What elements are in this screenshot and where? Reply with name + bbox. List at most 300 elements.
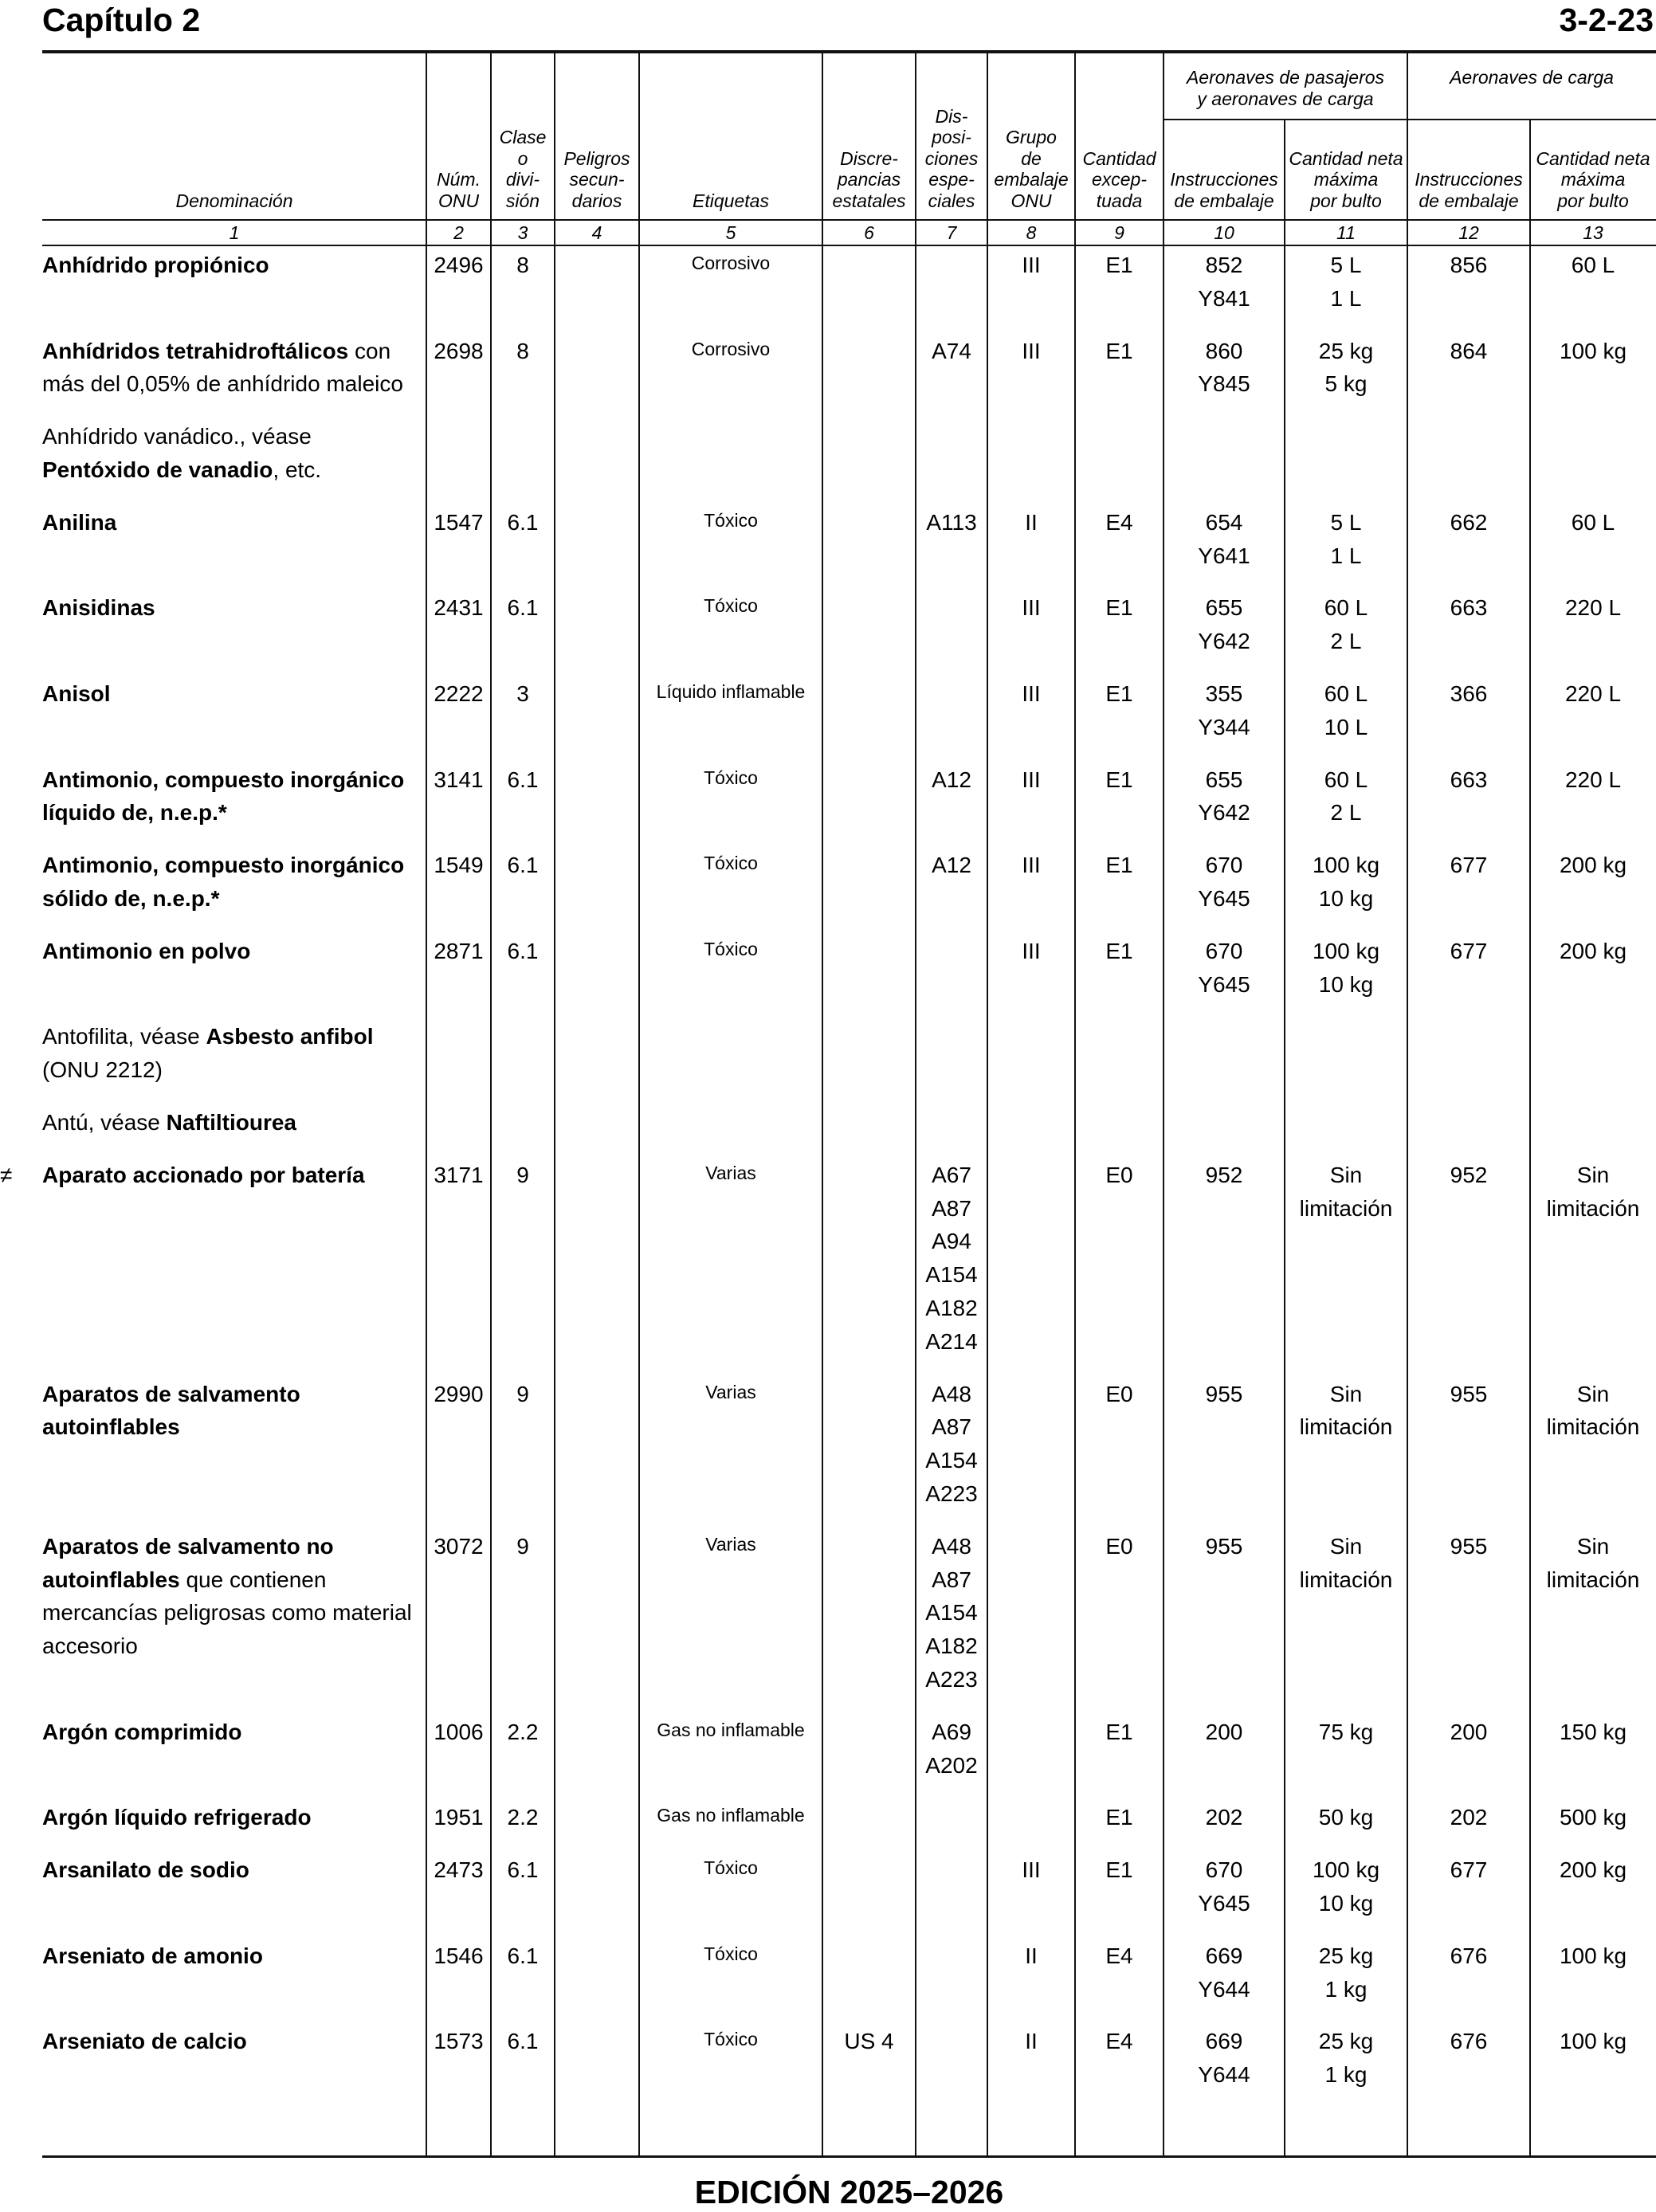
cell-class-division [491,1801,555,1834]
column-number-pax-max-net-qty: 11 [1336,222,1356,243]
cell-line: limitación [1299,1195,1393,1221]
cell-pax-packing-instruction [1164,1853,1285,1920]
cell-cao-max-net-qty [1530,849,1656,882]
column-header-line: estatales [832,190,906,211]
column-header-line: ciales [928,190,975,211]
cell-line: A154 [925,1262,978,1288]
cell-excepted-quantity [1075,935,1164,968]
name-line [42,1939,426,1973]
cell-excepted-quantity [1075,2025,1164,2058]
cell-line: A202 [925,1752,978,1778]
cell-line: 10 kg [1318,1890,1374,1916]
cell-packing-group [987,763,1075,797]
cell-name [42,335,426,402]
name-bold-text: Aparatos de salvamento no [42,1533,334,1559]
cell-cao-packing-instruction [1407,1801,1530,1834]
cell-cao-max-net-qty [1530,1378,1656,1445]
name-line [42,249,426,282]
cell-line: 500 kg [1559,1805,1627,1830]
cell-line: Tóxico [704,938,758,959]
cell-line: 10 L [1324,714,1368,739]
name-text: con [348,338,391,363]
name-line [42,763,426,797]
table-row [0,1853,1656,1939]
table-row [0,1530,1656,1716]
column-number-state-variations: 6 [864,222,874,243]
cell-line: 1 L [1330,543,1362,568]
column-header-line: Dis- [935,105,968,127]
cell-excepted-quantity [1075,1159,1164,1192]
column-header-pax-max-net-qty [1285,121,1407,211]
cell-cao-packing-instruction [1407,1530,1530,1563]
cell-excepted-quantity [1075,677,1164,711]
cell-line: 856 [1450,253,1488,277]
cell-excepted-quantity [1075,1801,1164,1834]
table-row [0,1939,1656,2026]
cell-line: 669 [1205,2029,1243,2054]
cell-line: 655 [1205,595,1243,621]
cell-pax-max-net-qty [1285,1939,1407,2006]
cell-line: E4 [1105,2029,1133,2054]
cell-cao-max-net-qty [1530,1801,1656,1834]
column-header-line: Cantidad neta [1289,147,1403,169]
column-header-cao-max-net-qty [1530,121,1656,211]
cell-labels [639,1716,822,1749]
cell-line: Y644 [1198,1976,1250,2002]
name-bold-text: Argón comprimido [42,1719,242,1744]
cell-state-variations [822,2025,916,2058]
cell-cao-packing-instruction [1407,677,1530,711]
cell-pax-packing-instruction [1164,591,1285,658]
cell-line: 9 [516,1162,529,1187]
column-number-labels: 5 [725,222,736,243]
column-header-un-number [426,56,491,211]
cell-cao-max-net-qty [1530,935,1656,968]
column-header-line: de [1021,147,1042,169]
cell-line: Y644 [1198,2062,1250,2088]
cell-line: 955 [1205,1381,1243,1406]
cell-line: 2.2 [507,1805,539,1830]
cell-excepted-quantity [1075,249,1164,282]
cell-line: 9 [516,1533,529,1559]
cell-line: Varias [705,1381,756,1402]
cell-packing-group [987,677,1075,711]
group-header-line: Aeronaves de carga [1450,67,1614,88]
cell-special-provisions [916,1530,987,1696]
cell-excepted-quantity [1075,506,1164,539]
cell-line: Y642 [1198,800,1250,826]
name-bold-text: Aparatos de salvamento [42,1381,300,1406]
cell-line: 8 [516,338,529,363]
cell-name [42,1020,426,1087]
cell-line: E1 [1105,1857,1133,1883]
cell-line: Y645 [1198,971,1250,997]
column-header-line: espe- [928,169,975,190]
cell-un-number [426,2025,491,2058]
name-line [42,1596,426,1630]
cell-special-provisions [916,1159,987,1359]
cell-line: A48 [932,1533,971,1559]
cell-line: limitación [1546,1195,1640,1221]
name-line [42,1530,426,1563]
cell-line: 6.1 [507,767,539,792]
cell-pax-packing-instruction [1164,935,1285,1002]
cell-line: limitación [1546,1567,1640,1592]
cell-line: 10 kg [1318,971,1374,997]
column-number-class-division: 3 [517,222,528,243]
name-line [42,1853,426,1887]
cell-line: 60 L [1571,253,1615,277]
column-header-pax-packing-instruction [1164,121,1285,211]
table-row [0,591,1656,677]
cell-line: E1 [1105,253,1133,277]
cell-labels [639,1801,822,1834]
cell-cao-max-net-qty [1530,249,1656,282]
cell-name [42,1939,426,1973]
cell-line: 676 [1450,1943,1488,1968]
table-row [0,677,1656,763]
cell-un-number [426,1716,491,1749]
cell-line: A67 [932,1162,971,1187]
cell-pax-max-net-qty [1285,1716,1407,1749]
column-number-special-provisions: 7 [946,222,957,243]
name-bold-text: Arseniato de amonio [42,1943,263,1968]
cell-un-number [426,935,491,968]
table-row [0,1020,1656,1106]
cell-un-number [426,1939,491,1973]
name-line [42,506,426,539]
cell-packing-group [987,591,1075,625]
cell-line: Tóxico [704,2029,758,2050]
column-number-packing-group: 8 [1026,222,1037,243]
cell-line: 2431 [434,595,484,621]
cell-line: III [1022,1857,1041,1883]
cell-line: 2990 [434,1381,484,1406]
cell-line: Tóxico [704,767,758,788]
cell-line: 852 [1205,253,1243,277]
name-line [42,1378,426,1411]
column-header-line: Clase [499,127,547,147]
name-bold-text: Anhídrido propiónico [42,253,269,277]
cell-packing-group [987,935,1075,968]
cell-line: 1951 [434,1805,484,1830]
name-line [42,1020,426,1053]
column-number-un-number: 2 [453,222,464,243]
cell-pax-max-net-qty [1285,2025,1407,2092]
cell-line: Y645 [1198,1890,1250,1916]
edition-footer: EDICIÓN 2025–2026 [694,2174,1004,2210]
cell-line: Tóxico [704,509,758,531]
cell-line: limitación [1299,1414,1393,1440]
name-line [42,882,426,916]
cell-class-division [491,2025,555,2058]
cell-line: A223 [925,1481,978,1506]
name-line [42,1563,426,1597]
cell-labels [639,506,822,539]
cell-name [42,506,426,539]
cell-labels [639,1939,822,1973]
cell-class-division [491,249,555,282]
cell-labels [639,935,822,968]
cell-line: 25 kg [1318,338,1374,363]
cell-cao-packing-instruction [1407,506,1530,539]
column-header-line: Instrucciones [1415,169,1523,190]
cell-line: A12 [932,767,971,792]
table-row [0,935,1656,1021]
column-header-state-variations [822,56,916,211]
name-text: , etc. [273,457,322,482]
cell-un-number [426,506,491,539]
cell-pax-packing-instruction [1164,1530,1285,1563]
cell-line: III [1022,853,1041,878]
cell-line: 200 kg [1559,853,1627,878]
cell-line: A182 [925,1634,978,1659]
column-header-labels [639,56,822,211]
name-line [42,1410,426,1444]
cell-pax-packing-instruction [1164,849,1285,916]
cell-un-number [426,249,491,282]
cell-name [42,2025,426,2058]
cell-name [42,677,426,711]
name-line [42,796,426,830]
name-text: mercancías peligrosas como material [42,1600,412,1626]
cell-special-provisions [916,335,987,368]
cell-cao-packing-instruction [1407,763,1530,797]
cell-packing-group [987,249,1075,282]
column-header-line: de embalaje [1419,190,1519,211]
cell-line: 670 [1205,853,1243,878]
cell-excepted-quantity [1075,1939,1164,1973]
name-line [42,367,426,401]
cell-class-division [491,591,555,625]
cell-pax-max-net-qty [1285,1159,1407,1226]
cell-name [42,849,426,916]
table-row [0,2025,1656,2111]
column-header-packing-group [987,56,1075,211]
cell-line: 655 [1205,767,1243,792]
cell-line: Y841 [1198,285,1250,311]
cell-line: 952 [1205,1162,1243,1187]
cell-line: 1 kg [1324,1976,1368,2002]
cell-line: 202 [1205,1805,1243,1830]
cell-class-division [491,1530,555,1563]
cell-special-provisions [916,849,987,882]
name-text: (ONU 2212) [42,1057,163,1083]
cell-line: E1 [1105,1719,1133,1744]
cell-line: Sin [1576,1381,1610,1406]
cell-labels [639,591,822,625]
cell-line: 9 [516,1381,529,1406]
cell-line: A87 [932,1567,971,1592]
column-header-line: Núm. [437,169,481,190]
cell-line: A12 [932,853,971,878]
table-row [0,506,1656,592]
name-bold-text: Anisidinas [42,595,155,621]
cell-line: 662 [1450,509,1488,535]
cell-line: 200 [1205,1719,1243,1744]
cell-line: Tóxico [704,1943,758,1964]
name-line [42,1801,426,1834]
cell-line: Sin [1576,1533,1610,1559]
cell-un-number [426,1378,491,1411]
cell-packing-group [987,335,1075,368]
cell-labels [639,335,822,368]
cell-cao-packing-instruction [1407,249,1530,282]
cell-line: A48 [932,1381,971,1406]
cell-labels [639,249,822,282]
cell-line: 2473 [434,1857,484,1883]
cell-name [42,249,426,282]
name-line [42,1053,426,1087]
cell-cao-packing-instruction [1407,1716,1530,1749]
cell-packing-group [987,1939,1075,1973]
column-header-line: divi- [505,169,540,190]
cell-line: A87 [932,1195,971,1221]
cell-name [42,763,426,830]
name-bold-text: Anhídridos tetrahidroftálicos [42,338,349,363]
cell-special-provisions [916,1716,987,1783]
column-header-line: o [517,147,528,169]
cell-class-division [491,1716,555,1749]
cell-class-division [491,1378,555,1411]
cell-line: 50 kg [1318,1805,1374,1830]
cell-line: 3171 [434,1162,484,1187]
cell-cao-packing-instruction [1407,591,1530,625]
table-row [0,335,1656,421]
cell-line: 220 L [1564,767,1622,792]
cell-excepted-quantity [1075,1530,1164,1563]
group-header-passenger-and-cargo-aircraft [1164,67,1407,118]
column-header-class-division [491,56,555,211]
revision-mark: ≠ [0,1162,13,1187]
cell-labels [639,763,822,797]
column-header-excepted-quantity [1075,56,1164,211]
cell-line: 3072 [434,1533,484,1559]
cell-line: III [1022,338,1041,363]
cell-line: Varias [705,1162,756,1183]
cell-class-division [491,335,555,368]
cell-pax-packing-instruction [1164,1801,1285,1834]
cell-line: E0 [1105,1381,1133,1406]
cell-line: E0 [1105,1162,1133,1187]
cell-line: A214 [925,1328,978,1354]
column-header-line: darios [571,190,622,211]
cell-line: 100 kg [1312,853,1380,878]
cell-line: Líquido inflamable [656,681,806,702]
group-header-line: y aeronaves de carga [1197,88,1374,109]
cell-line: 864 [1450,338,1488,363]
cell-line: E1 [1105,338,1133,363]
cell-class-division [491,1159,555,1192]
cell-labels [639,849,822,882]
cell-line: 75 kg [1318,1719,1374,1744]
cell-excepted-quantity [1075,1378,1164,1411]
cell-line: Y642 [1198,629,1250,654]
cell-cao-max-net-qty [1530,335,1656,368]
cell-excepted-quantity [1075,763,1164,797]
name-line [42,420,426,453]
cell-line: Y641 [1198,543,1250,568]
cell-line: A69 [932,1719,971,1744]
cell-line: 100 kg [1559,2029,1627,2054]
column-number-divider [42,245,1656,246]
cell-cao-packing-instruction [1407,1378,1530,1411]
cell-pax-packing-instruction [1164,335,1285,402]
cell-line: 670 [1205,1857,1243,1883]
cell-line: 677 [1450,1857,1488,1883]
name-line [42,849,426,882]
cell-line: 60 L [1571,509,1615,535]
table-row [0,1378,1656,1530]
cell-line: II [1025,1943,1038,1968]
cell-labels [639,1378,822,1411]
cell-name [42,1530,426,1663]
column-header-line: secun- [569,169,625,190]
name-text: Anhídrido vanádico., véase [42,424,312,449]
group-header-line: Aeronaves de pasajeros [1186,67,1385,88]
cell-pax-max-net-qty [1285,763,1407,830]
cell-line: 1 L [1330,285,1362,311]
column-number-excepted-quantity: 9 [1114,222,1124,243]
cell-line: 2.2 [507,1719,539,1744]
cell-line: 5 L [1330,509,1362,535]
cell-pax-packing-instruction [1164,1159,1285,1192]
name-bold-text: Aparato accionado por batería [42,1162,365,1187]
cell-line: 355 [1205,681,1243,706]
cell-line: 100 kg [1312,938,1380,963]
column-header-line: pancias [837,169,901,190]
group-header-divider [1164,119,1656,120]
name-bold-text: Pentóxido de vanadio [42,457,273,482]
name-bold-text: sólido de, n.e.p.* [42,885,220,911]
cell-cao-packing-instruction [1407,1853,1530,1887]
cell-un-number [426,335,491,368]
cell-pax-packing-instruction [1164,1939,1285,2006]
cell-packing-group [987,2025,1075,2058]
cell-cao-packing-instruction [1407,335,1530,368]
cell-cao-max-net-qty [1530,1530,1656,1597]
cell-un-number [426,1853,491,1887]
name-bold-text: Naftiltiourea [166,1110,297,1135]
cell-cao-max-net-qty [1530,591,1656,625]
cell-line: 366 [1450,681,1488,706]
cell-line: limitación [1546,1414,1640,1440]
cell-excepted-quantity [1075,1716,1164,1749]
cell-class-division [491,506,555,539]
cell-class-division [491,1939,555,1973]
column-header-divider [42,219,1656,221]
name-text: más del 0,05% de anhídrido maleico [42,371,403,397]
name-bold-text: Anilina [42,509,117,535]
name-bold-text: Antimonio, compuesto inorgánico [42,767,405,792]
cell-line: Corrosivo [691,338,771,359]
cell-line: 663 [1450,595,1488,621]
table-row [0,249,1656,335]
column-header-line: de embalaje [1174,190,1274,211]
cell-line: E1 [1105,767,1133,792]
cell-line: 1546 [434,1943,484,1968]
cell-pax-packing-instruction [1164,1378,1285,1411]
name-text: Antofilita, véase [42,1024,206,1049]
cell-name [42,1159,426,1192]
name-line [42,453,426,487]
cell-pax-packing-instruction [1164,2025,1285,2092]
name-line [42,335,426,368]
column-number-name: 1 [229,222,240,243]
table-row [0,849,1656,935]
name-bold-text: Asbesto anfibol [206,1024,374,1049]
cell-line: A74 [932,338,971,363]
